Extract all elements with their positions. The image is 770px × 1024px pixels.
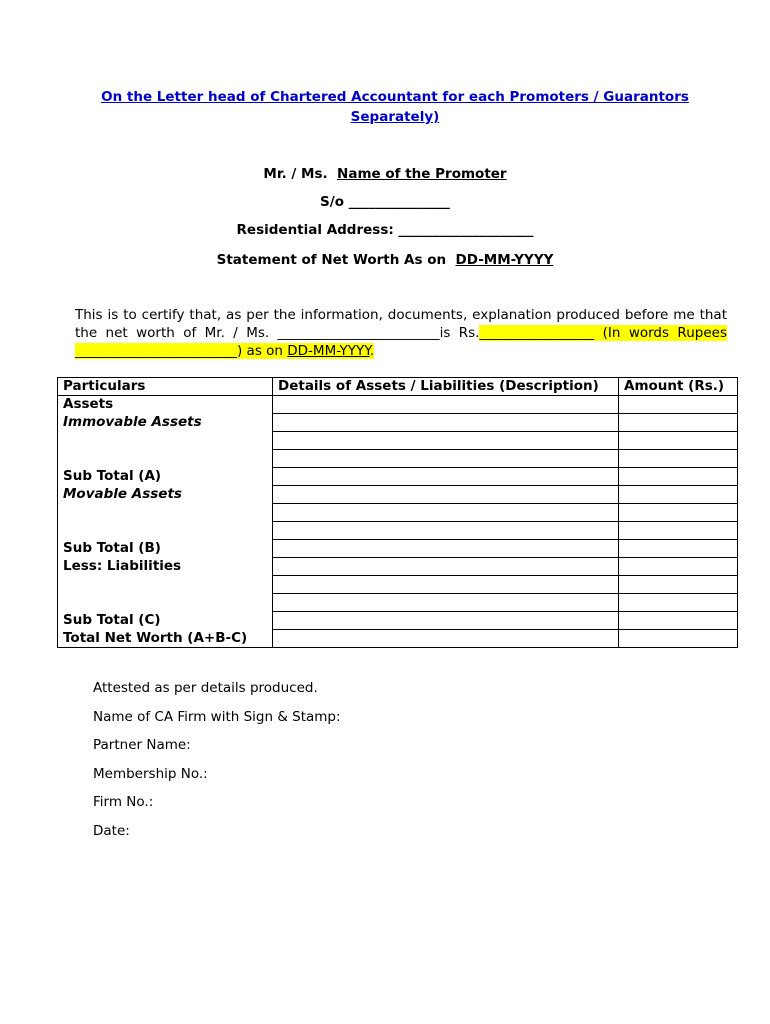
particulars-cell — [58, 504, 273, 522]
attest-line-firm-no: Firm No.: — [93, 794, 154, 811]
details-cell[interactable] — [273, 522, 619, 540]
attest-line-attested: Attested as per details produced. — [93, 680, 318, 696]
amount-cell[interactable] — [619, 612, 738, 630]
table-row — [58, 558, 738, 576]
details-cell[interactable] — [273, 540, 619, 558]
particulars-cell: Sub Total (C) — [58, 612, 273, 630]
table-row — [58, 432, 738, 450]
statement-title — [0, 251, 770, 269]
certify-text-1: This is to certify that, as per the information, documents, explanation produced before me that the net worth of Mr. / Ms. ________________________is Rs. — [75, 307, 727, 341]
attestation-block — [93, 679, 341, 851]
letterhead-line-2: Separately) — [350, 109, 440, 125]
so-line: S/o _______________ — [320, 194, 450, 210]
particulars-cell — [58, 576, 273, 594]
promoter-line — [0, 165, 770, 183]
header-particulars: Particulars — [58, 378, 273, 396]
attest-line-firm: Name of CA Firm with Sign & Stamp: — [93, 708, 341, 725]
amount-cell[interactable] — [619, 432, 738, 450]
table-row — [58, 486, 738, 504]
table-row — [58, 468, 738, 486]
amount-cell[interactable] — [619, 522, 738, 540]
details-cell[interactable] — [273, 414, 619, 432]
details-cell[interactable] — [273, 630, 619, 648]
table-row — [58, 504, 738, 522]
details-cell[interactable] — [273, 468, 619, 486]
certification-paragraph — [75, 306, 727, 360]
table-row — [58, 576, 738, 594]
details-cell[interactable] — [273, 450, 619, 468]
details-cell[interactable] — [273, 432, 619, 450]
amount-cell[interactable] — [619, 450, 738, 468]
certify-text-2: _________________ (In words Rupees ________________________) as on — [75, 325, 727, 359]
table-header-row — [58, 378, 738, 396]
particulars-cell: Sub Total (B) — [58, 540, 273, 558]
details-cell[interactable] — [273, 504, 619, 522]
letterhead-instruction — [60, 87, 730, 127]
header-amount: Amount (Rs.) — [619, 378, 738, 396]
particulars-cell: Total Net Worth (A+B-C) — [58, 630, 273, 648]
residential-address: Residential Address: ____________________ — [236, 222, 534, 238]
particulars-cell — [58, 594, 273, 612]
table-row — [58, 594, 738, 612]
certify-text-3: . — [369, 343, 375, 359]
details-cell[interactable] — [273, 594, 619, 612]
details-cell[interactable] — [273, 612, 619, 630]
particulars-cell: Less: Liabilities — [58, 558, 273, 576]
amount-cell[interactable] — [619, 630, 738, 648]
attest-line-partner: Partner Name: — [93, 737, 191, 754]
amount-cell[interactable] — [619, 468, 738, 486]
amount-cell[interactable] — [619, 504, 738, 522]
table-row — [58, 414, 738, 432]
particulars-cell: Sub Total (A) — [58, 468, 273, 486]
table-row — [58, 522, 738, 540]
amount-cell[interactable] — [619, 558, 738, 576]
particulars-cell: Assets — [58, 396, 273, 414]
letterhead-line-1: On the Letter head of Chartered Accountant for each Promoters / Guarantors — [101, 89, 689, 105]
amount-cell[interactable] — [619, 576, 738, 594]
particulars-cell — [58, 432, 273, 450]
header-details: Details of Assets / Liabilities (Description) — [273, 378, 619, 396]
statement-prefix: Statement of Net Worth As on — [216, 252, 447, 268]
details-cell[interactable] — [273, 576, 619, 594]
amount-cell[interactable] — [619, 486, 738, 504]
details-cell[interactable] — [273, 558, 619, 576]
amount-cell[interactable] — [619, 594, 738, 612]
attest-line-membership: Membership No.: — [93, 765, 208, 782]
promoter-name: Name of the Promoter — [337, 166, 507, 182]
statement-date: DD-MM-YYYY — [455, 252, 554, 268]
attest-line-date: Date: — [93, 822, 130, 839]
particulars-cell — [58, 450, 273, 468]
particulars-cell: Immovable Assets — [58, 414, 273, 432]
details-cell[interactable] — [273, 396, 619, 414]
certify-date: DD-MM-YYYY — [287, 343, 370, 359]
table-row — [58, 630, 738, 648]
particulars-cell: Movable Assets — [58, 486, 273, 504]
amount-cell[interactable] — [619, 540, 738, 558]
amount-cell[interactable] — [619, 396, 738, 414]
table-row — [58, 396, 738, 414]
details-cell[interactable] — [273, 486, 619, 504]
table-row — [58, 540, 738, 558]
promoter-prefix: Mr. / Ms. — [263, 166, 328, 182]
table-row — [58, 450, 738, 468]
table-row — [58, 612, 738, 630]
particulars-cell — [58, 522, 273, 540]
net-worth-table — [57, 377, 738, 648]
amount-cell[interactable] — [619, 414, 738, 432]
